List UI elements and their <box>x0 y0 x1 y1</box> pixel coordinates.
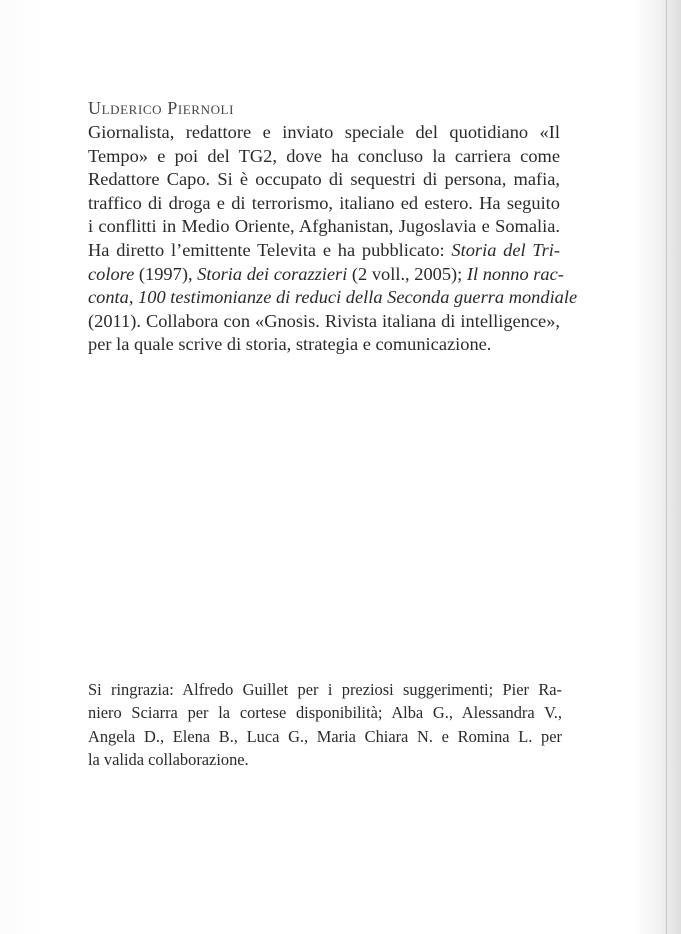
bio-italic-title: conta, 100 testimonianze di reduci della Seconda guerra mondiale <box>88 287 578 308</box>
bio-text-segment: Tempo» e poi del TG2, dove ha concluso la carriera come <box>88 145 560 166</box>
bio-line <box>88 239 560 263</box>
bio-text-segment: per la quale scrive di storia, strategia e comunicazione. <box>88 334 492 355</box>
bio-text-segment: (2011). Collabora con «Gnosis. Rivista italiana di intelligence», <box>88 310 560 331</box>
acknowledgements-line: Angela D., Elena B., Luca G., Maria Chiara N. e Romina L. per <box>88 726 562 746</box>
bio-italic-title: Storia del Tri- <box>451 239 561 260</box>
bio-line <box>88 192 560 216</box>
acknowledgements-text <box>88 678 562 772</box>
bio-line <box>88 286 578 310</box>
bio-line <box>88 215 560 239</box>
bio-text-segment: i conflitti in Medio Oriente, Afghanistan, Jugoslavia e Somalia. <box>88 216 560 237</box>
author-bio-section <box>88 98 578 357</box>
bio-line <box>88 263 564 287</box>
bio-text-segment: Giornalista, redattore e inviato speciale del quotidiano «Il <box>88 122 560 142</box>
author-bio-text <box>88 121 578 357</box>
bio-text-segment: (1997), <box>134 263 198 284</box>
acknowledgements-section <box>88 678 562 772</box>
bio-text-segment: traffico di droga e di terrorismo, italiano ed estero. Ha seguito <box>88 192 560 213</box>
bio-line <box>88 168 560 192</box>
acknowledgements-line: niero Sciarra per la cortese disponibilità; Alba G., Alessandra V., <box>88 703 562 723</box>
bio-text-segment: (2 voll., 2005); <box>347 263 467 284</box>
bio-line <box>88 121 560 145</box>
bio-text-segment: Redattore Capo. Si è occupato di sequestri di persona, mafia, <box>88 169 560 190</box>
bio-text-segment: Ha diretto l’emittente Televita e ha pubblicato: <box>88 239 452 260</box>
acknowledgements-line: la valida collaborazione. <box>88 750 249 770</box>
author-name: Ulderico Piernoli <box>88 98 235 118</box>
bio-italic-title: Il nonno rac- <box>466 263 564 284</box>
bio-italic-title: Storia dei corazzieri <box>197 263 348 284</box>
bio-line <box>88 310 560 334</box>
page-edge <box>666 0 667 934</box>
bio-italic-title: colore <box>88 263 135 284</box>
acknowledgements-line: Si ringrazia: Alfredo Guillet per i preziosi suggerimenti; Pier Ra- <box>88 680 562 699</box>
bio-line <box>88 145 560 169</box>
bio-line <box>88 333 560 357</box>
